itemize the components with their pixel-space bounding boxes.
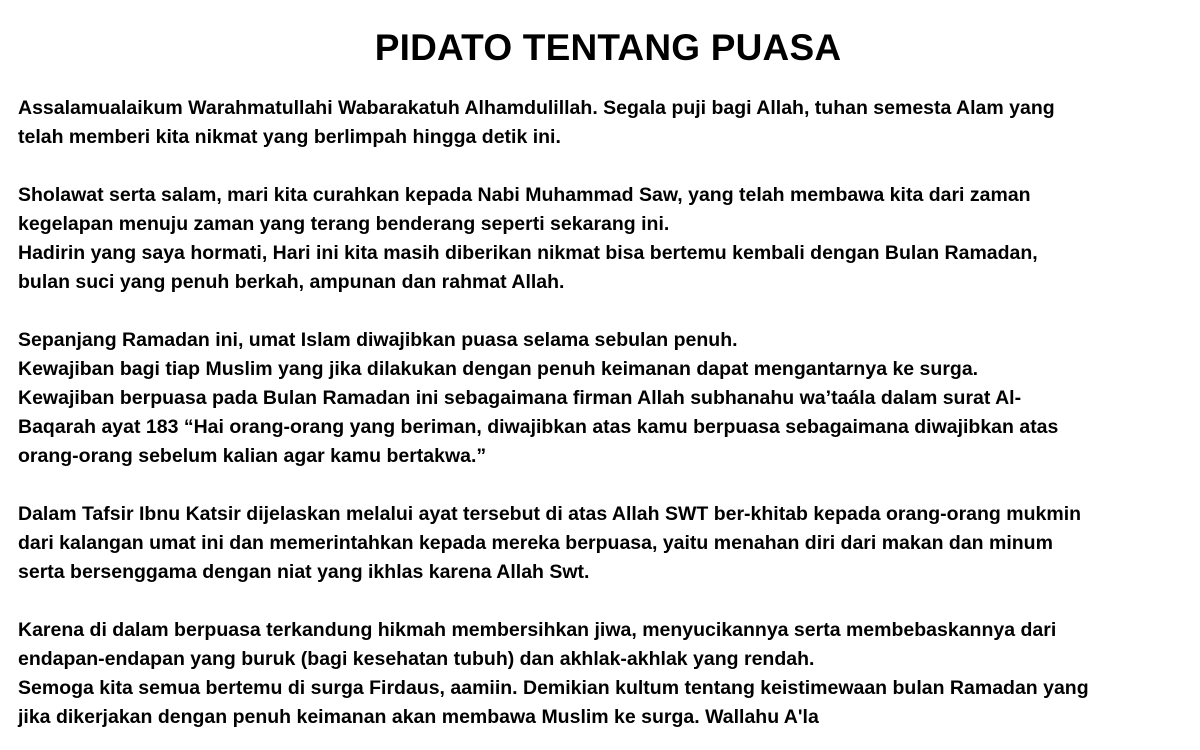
paragraph-gap [18, 471, 1180, 500]
paragraph-gap [18, 152, 1180, 181]
text-line: dari kalangan umat ini dan memerintahkan kepada mereka berpuasa, yaitu menahan diri dari makan dan minum [18, 532, 1053, 554]
text-line: bulan suci yang penuh berkah, ampunan dan rahmat Allah. [18, 271, 565, 293]
text-line: Assalamualaikum Warahmatullahi Wabarakatuh Alhamdulillah. Segala puji bagi Allah, tuhan semesta Alam yang [18, 97, 1055, 119]
text-line: Kewajiban bagi tiap Muslim yang jika dilakukan dengan penuh keimanan dapat mengantarnya ke surga. [18, 358, 979, 380]
paragraph-gap [18, 587, 1180, 616]
text-line: Kewajiban berpuasa pada Bulan Ramadan ini sebagaimana firman Allah subhanahu wa’taála dalam surat Al- [18, 387, 1022, 409]
paragraph-gap [18, 297, 1180, 326]
text-line: Sepanjang Ramadan ini, umat Islam diwajibkan puasa selama sebulan penuh. [18, 329, 738, 351]
text-line: serta bersenggama dengan niat yang ikhlas karena Allah Swt. [18, 561, 590, 583]
text-line: Semoga kita semua bertemu di surga Firdaus, aamiin. Demikian kultum tentang keistimewaan bulan Ramadan yang [18, 677, 1089, 699]
text-line: Karena di dalam berpuasa terkandung hikmah membersihkan jiwa, menyucikannya serta membebaskannya dari [18, 619, 1057, 641]
text-line: telah memberi kita nikmat yang berlimpah hingga detik ini. [18, 126, 561, 148]
text-line: Hadirin yang saya hormati, Hari ini kita masih diberikan nikmat bisa bertemu kembali dengan Bulan Ramadan, [18, 242, 1038, 264]
text-line: endapan-endapan yang buruk (bagi kesehatan tubuh) dan akhlak-akhlak yang rendah. [18, 648, 815, 670]
text-line: orang-orang sebelum kalian agar kamu bertakwa.” [18, 445, 487, 467]
text-line: jika dikerjakan dengan penuh keimanan akan membawa Muslim ke surga. Wallahu A'la [18, 706, 819, 728]
text-line: Baqarah ayat 183 “Hai orang-orang yang beriman, diwajibkan atas kamu berpuasa sebagaimana diwajibkan atas [18, 416, 1059, 438]
text-line: kegelapan menuju zaman yang terang benderang seperti sekarang ini. [18, 213, 670, 235]
document-title: PIDATO TENTANG PUASA [374, 27, 842, 68]
text-line: Dalam Tafsir Ibnu Katsir dijelaskan melalui ayat tersebut di atas Allah SWT ber-khitab kepada orang-orang mukmin [18, 503, 1082, 525]
text-line: Sholawat serta salam, mari kita curahkan kepada Nabi Muhammad Saw, yang telah membawa kita dari zaman [18, 184, 1031, 206]
document-body [18, 94, 1180, 732]
